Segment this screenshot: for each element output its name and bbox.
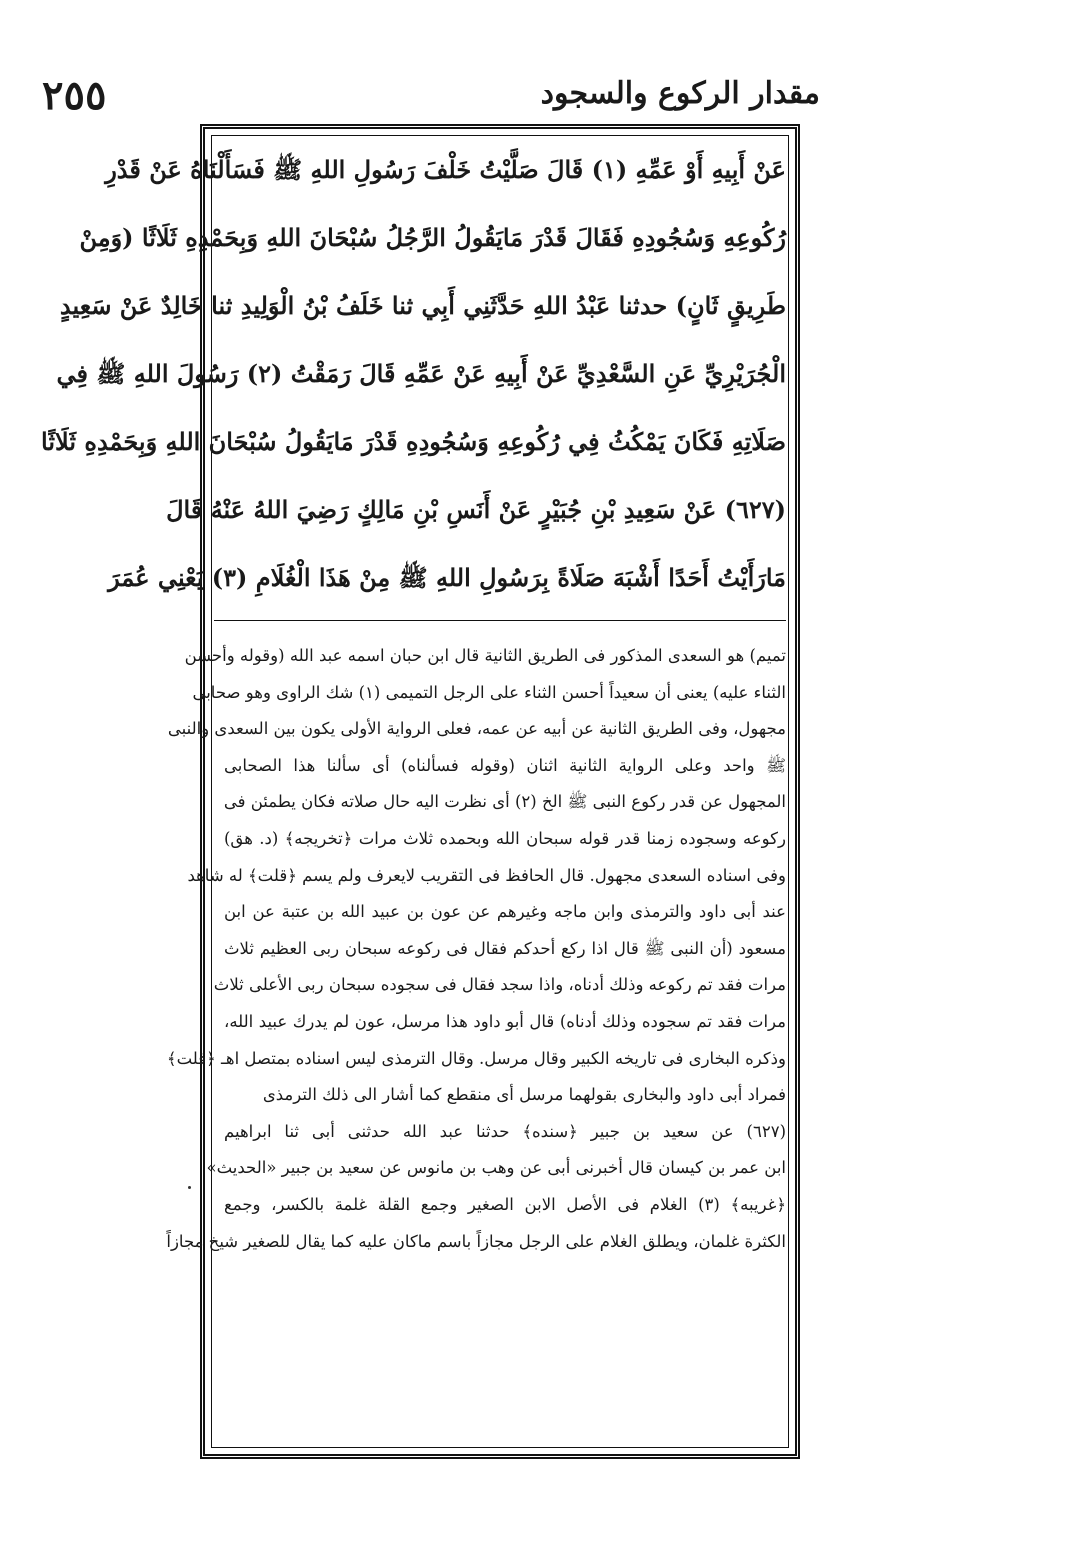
- note-line: ركوعه وسجوده زمنا قدر قوله سبحان الله وبحمده ثلاث مرات ﴿تخريجه﴾ (د. هق): [224, 828, 786, 848]
- note-line: فمراد أبى داود والبخارى بقولهما مرسل أى منقطع كما أشار الى ذلك الترمذى: [262, 1085, 786, 1105]
- main-text-line: عَنْ أَبِيهِ أَوْ عَمِّهِ (١) قَالَ صَلَّيْتُ خَلْفَ رَسُولِ اللهِ ﷺ فَسَأَلْنَاهُ عَنْ قَدْرِ: [105, 155, 786, 184]
- main-text-line: طَرِيقٍ ثَانٍ) حدثنا عَبْدُ اللهِ حَدَّثَنِي أَبِي ثنا خَلَفُ بْنُ الْوَلِيدِ ثنا خَالِدٌ عَنْ سَعِيدٍ: [59, 291, 786, 320]
- main-text-line: الْجُرَيْرِيِّ عَنِ السَّعْدِيِّ عَنْ أَبِيهِ عَنْ عَمِّهِ قَالَ رَمَقْتُ (٢) رَسُولَ اللهِ ﷺ فِي: [56, 359, 786, 388]
- note-line: ﷺ واحد وعلى الرواية الثانية اثنان (وقوله فسألناه) أى سألنا هذا الصحابى: [224, 755, 786, 775]
- note-line: مجهول، وفى الطريق الثانية عن أبيه عن عمه، فعلى الرواية الأولى يكون بين السعدى والنبى: [167, 719, 786, 739]
- note-line: تميم) هو السعدى المذكور فى الطريق الثانية قال ابن حبان اسمه عبد الله (وقوله وأحسن: [184, 646, 786, 665]
- margin-ink-dot: [188, 1186, 191, 1189]
- running-title: مقدار الركوع والسجود: [540, 76, 820, 111]
- hadith-main-text: [41, 136, 786, 612]
- note-line: المجهول عن قدر ركوع النبى ﷺ الخ (٢) أى نظرت اليه حال صلاته فكان يطمئن فى: [223, 792, 786, 812]
- page-number: ٢٥٥: [42, 72, 107, 119]
- note-line: ﴿غريبه﴾ (٣) الغلام فى الأصل الابن الصغير وجمع القلة غلمة بالكسر، وجمع: [224, 1194, 786, 1214]
- main-text-line: (٦٢٧) عَنْ سَعِيدِ بْنِ جُبَيْرٍ عَنْ أَنَسِ بْنِ مَالِكٍ رَضِيَ اللهُ عَنْهُ قَالَ: [166, 495, 786, 524]
- footnote-divider: [214, 620, 786, 621]
- note-line: وذكره البخارى فى تاريخه الكبير وقال مرسل. وقال الترمذى ليس اسناده بمتصل اهـ ﴿قلت﴾: [166, 1048, 786, 1068]
- note-line: ابن عمر بن كيسان قال أخبرنى أبى عن وهب بن مانوس عن سعيد بن جبير «الحديث»: [206, 1158, 786, 1178]
- note-line: مرات فقد تم ركوعه وذلك أدناه، واذا سجد فقال فى سجوده سبحان ربى الأعلى ثلاث: [213, 975, 786, 995]
- note-line: (٦٢٧) عن سعيد بن جبير ﴿سنده﴾ حدثنا عبد الله حدثنى أبى ثنا ابراهيم: [224, 1121, 786, 1141]
- note-line: الكثرة غلمان، ويطلق الغلام على الرجل مجازاً باسم ماكان عليه كما يقال للصغير شيخ مجازاً: [166, 1231, 786, 1251]
- note-line: وفى اسناده السعدى مجهول. قال الحافظ فى التقريب لايعرف ولم يسم ﴿قلت﴾ له شاهد: [187, 865, 786, 885]
- note-line: مرات فقد تم سجوده وذلك أدناه) قال أبو داود هذا مرسل، عون لم يدرك عبيد الله،: [224, 1011, 786, 1031]
- main-text-line: صَلَاتِهِ فَكَانَ يَمْكُثُ فِي رُكُوعِهِ وَسُجُودِهِ قَدْرَ مَايَقُولُ سُبْحَانَ اللهِ وَبِحَمْدِهِ ثَلَاثًا: [41, 427, 786, 456]
- note-line: عند أبى داود والترمذى وابن ماجه وغيرهم عن عون بن عبيد الله بن عتبة عن ابن: [224, 902, 786, 922]
- page-header: [200, 66, 820, 126]
- main-text-line: مَارَأَيْتُ أَحَدًا أَشْبَهَ صَلَاةً بِرَسُولِ اللهِ ﷺ مِنْ هَذَا الْغُلَامِ (٣) يَعْنِي عُمَرَ: [108, 563, 786, 592]
- main-text-line: رُكُوعِهِ وَسُجُودِهِ فَقَالَ قَدْرَ مَايَقُولُ الرَّجُلُ سُبْحَانَ اللهِ وَبِحَمْدِهِ ثَلَاثًا (وَمِنْ: [79, 223, 786, 252]
- note-line: الثناء عليه) يعنى أن سعيداً أحسن الثناء على الرجل التميمى (١) شك الراوى وهو صحابى: [192, 682, 786, 702]
- commentary-notes: [166, 638, 786, 1260]
- note-line: مسعود (أن النبى ﷺ قال اذا ركع أحدكم فقال فى ركوعه سبحان ربى العظيم ثلاث: [224, 938, 786, 958]
